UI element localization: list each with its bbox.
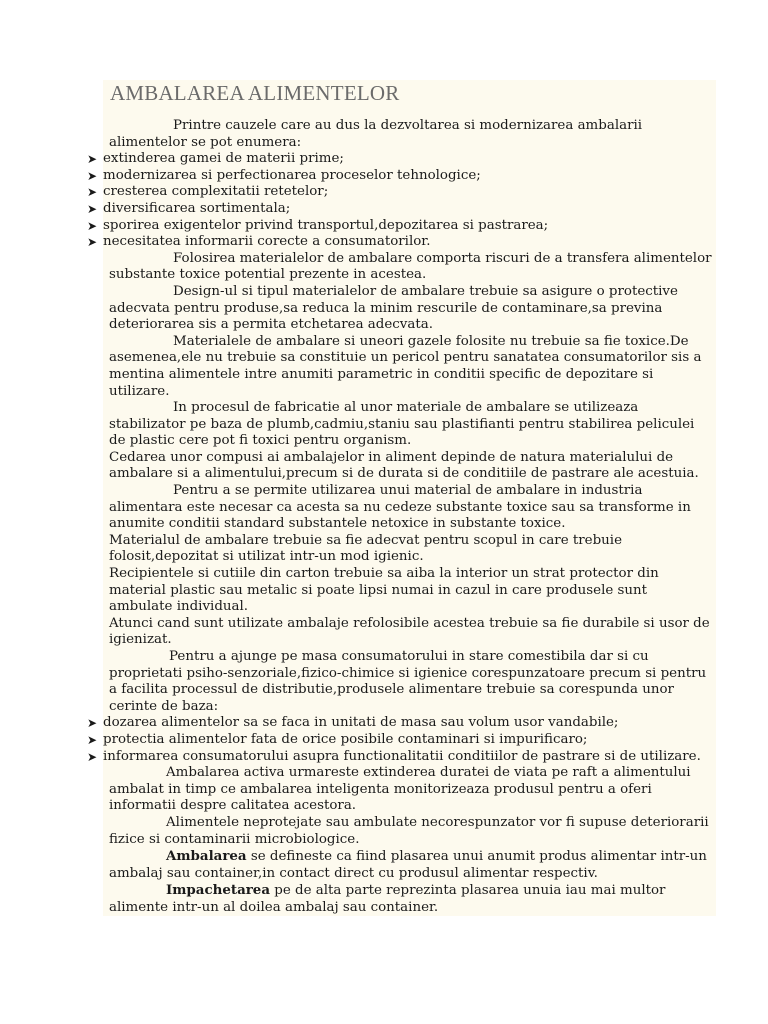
arrowhead-bullet-icon: ➤ — [87, 168, 98, 183]
causes-list — [0, 151, 768, 251]
document-title: AMBALAREA ALIMENTELOR — [110, 81, 400, 105]
paragraph-impachetarea-definition: Impachetarea pe de alta parte reprezinta plasarea unuia iau mai multor alimente intr-un al doilea ambalaj sau container. — [109, 882, 666, 915]
paragraph-reusable: Atunci cand sunt utilizate ambalaje refolosibile acestea trebuie sa fie durabile si usor de igienizat. — [109, 615, 710, 648]
paragraph-toxic-risk: Folosirea materialelor de ambalare comporta riscuri de a transfera alimentelor substante toxice potential prezente in acestea. — [109, 250, 712, 283]
arrowhead-bullet-icon: ➤ — [87, 152, 98, 167]
list-item: ➤ sporirea exigentelor privind transportul,depozitarea si pastrarea; — [87, 217, 549, 233]
list-item: ➤ necesitatea informarii corecte a consumatorilor. — [87, 234, 431, 250]
paragraph-unprotected: Alimentele neprotejate sau ambulate necorespunzator vor fi supuse deteriorarii fizice si contaminarii microbiologice. — [109, 814, 709, 847]
paragraph-non-toxic: Materialele de ambalare si uneori gazele folosite nu trebuie sa fie toxice.De asemenea,ele nu trebuie sa constituie un pericol pentru sanatatea consumatorilor sis a mentina alimentele intre anumiti parametric in conditii specific de depozitare si utilizare. — [109, 333, 702, 399]
term-impachetarea: Impachetarea — [166, 882, 270, 899]
paragraph-migration: Cedarea unor compusi ai ambalajelor in aliment depinde de natura materialului de ambalare si a alimentului,precum si de durata si de conditiile de pastrare ale acestuia. — [109, 449, 699, 482]
list-item: ➤ diversificarea sortimentala; — [87, 200, 291, 216]
arrowhead-bullet-icon: ➤ — [87, 749, 98, 764]
requirements-list — [0, 715, 768, 765]
intro-paragraph: Printre cauzele care au dus la dezvoltarea si modernizarea ambalarii alimentelor se pot enumera: — [109, 118, 643, 150]
list-item: ➤ modernizarea si perfectionarea proceselor tehnologice; — [87, 167, 481, 183]
paragraph-hygiene: Materialul de ambalare trebuie sa fie adecvat pentru scopul in care trebuie folosit,depozitat si utilizat intr-un mod igienic. — [109, 532, 622, 565]
paragraph-food-industry: Pentru a se permite utilizarea unui material de ambalare in industria alimentara este necesar ca acesta sa nu cedeze substante toxice sau sa transforme in anumite conditii standard substantele netoxice in substante toxice. — [109, 483, 691, 532]
list-item: ➤ informarea consumatorului asupra functionalitatii conditiilor de pastrare si de utilizare. — [87, 748, 701, 764]
arrowhead-bullet-icon: ➤ — [87, 185, 98, 200]
list-item: ➤ cresterea complexitatii retetelor; — [87, 184, 329, 200]
paragraph-requirements-intro: Pentru a ajunge pe masa consumatorului in stare comestibila dar si cu proprietati psiho-senzoriale,fizico-chimice si igienice corespunzatoare precum si pentru a facilita processul de distributie,produsele alimentare trebuie sa corespunda unor cerinte de baza: — [109, 649, 707, 714]
list-item: ➤ protectia alimentelor fata de orice posibile contaminari si impurificaro; — [87, 731, 588, 747]
list-item: ➤ dozarea alimentelor sa se faca in unitati de masa sau volum usor vandabile; — [87, 715, 619, 731]
paragraph-carton: Recipientele si cutiile din carton trebuie sa aiba la interior un strat protector din material plastic sau metalic si poate lipsi numai in cazul in care produsele sunt ambulate individual. — [109, 566, 659, 615]
list-item: ➤ extinderea gamei de materii prime; — [87, 151, 344, 167]
arrowhead-bullet-icon: ➤ — [87, 235, 98, 250]
term-ambalarea: Ambalarea — [166, 848, 247, 865]
paragraph-design: Design-ul si tipul materialelor de ambalare trebuie sa asigure o protective adecvata pentru produse,sa reduca la minim rescurile de contaminare,sa previna deteriorarea sis a permita etchetarea adecvata. — [109, 283, 678, 333]
arrowhead-bullet-icon: ➤ — [87, 218, 98, 233]
document-body — [0, 118, 768, 917]
arrowhead-bullet-icon: ➤ — [87, 716, 98, 731]
paragraph-ambalarea-definition: Ambalarea se defineste ca fiind plasarea unui anumit produs alimentar intr-un ambalaj sau container,in contact direct cu produsul alimentar respectiv. — [109, 848, 707, 881]
paragraph-fabrication: In procesul de fabricatie al unor materiale de ambalare se utilizeaza stabilizator pe baza de plumb,cadmiu,staniu sau plastifianti pentru stabilirea peliculei de plastic cere pot fi toxici pentru organism. — [109, 400, 695, 449]
arrowhead-bullet-icon: ➤ — [87, 201, 98, 216]
arrowhead-bullet-icon: ➤ — [87, 732, 98, 747]
paragraph-active-packaging: Ambalarea activa urmareste extinderea duratei de viata pe raft a alimentului ambalat in timp ce ambalarea inteligenta monitorizeaza produsul pentru a oferi informatii despre calitatea acestora. — [109, 765, 691, 814]
